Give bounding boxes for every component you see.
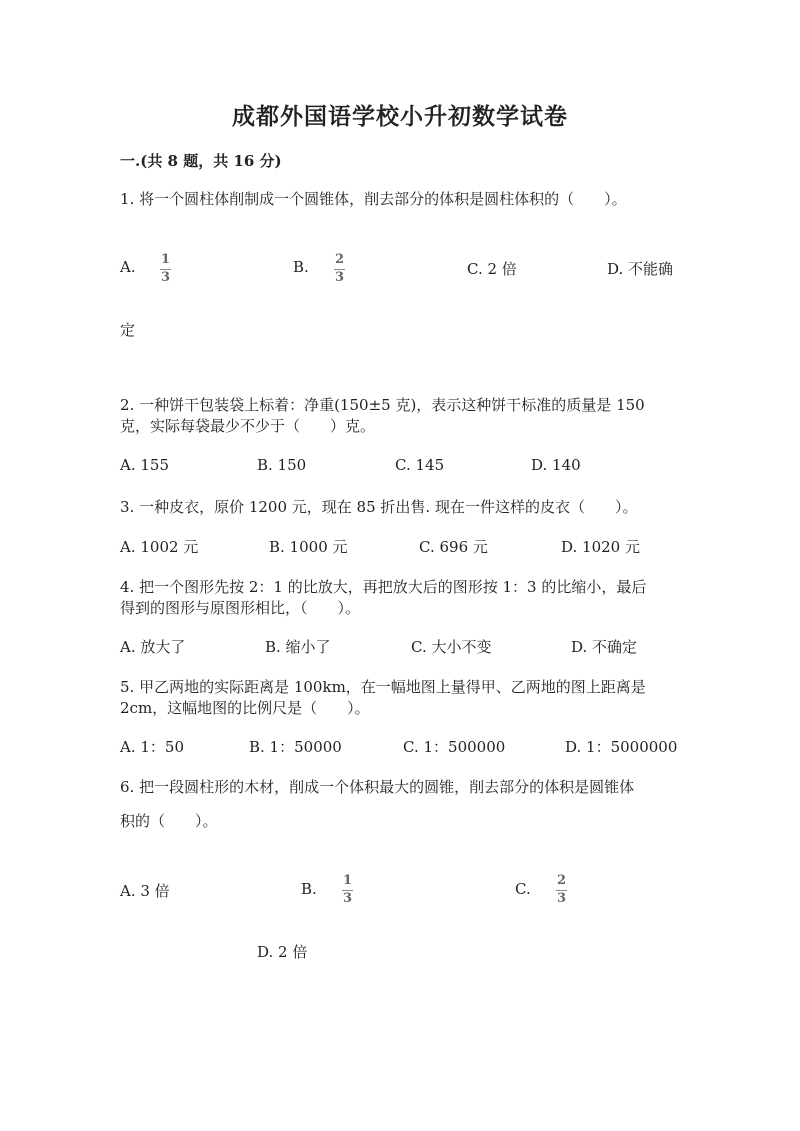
q2-option-c: C. 145 [395,456,445,474]
q4-option-a: A. 放大了 [120,638,186,656]
q1-option-d: D. 不能确 [607,260,674,278]
q6-option-c-fraction [556,874,567,906]
q5-option-c: C. 1：500000 [403,738,506,756]
q1-option-a-fraction [160,253,171,285]
q2-option-b: B. 150 [257,456,307,474]
page-title: 成都外国语学校小升初数学试卷 [232,103,568,130]
q4-option-b: B. 缩小了 [265,638,331,656]
question-4-text-line-2: 得到的图形与原图形相比，（ ）。 [120,599,361,617]
q5-option-b: B. 1：50000 [249,738,342,756]
q4-option-c: C. 大小不变 [411,638,492,656]
fraction-denominator: 3 [556,891,567,906]
q5-option-d: D. 1：5000000 [565,738,678,756]
fraction-denominator: 3 [160,270,171,285]
question-3-text: 3. 一种皮衣，原价 1200 元，现在 85 折出售. 现在一件这样的皮衣（ ）。 [120,498,638,516]
q1-option-b-fraction [334,253,345,285]
q6-option-c-label: C. [515,880,531,898]
fraction-denominator: 3 [334,270,345,285]
q3-option-a: A. 1002 元 [120,538,199,556]
q6-option-d: D. 2 倍 [257,943,308,961]
q3-option-d: D. 1020 元 [561,538,640,556]
fraction-denominator: 3 [342,891,353,906]
question-6-text-line-2: 积的（ ）。 [120,812,218,830]
q1-option-b-label: B. [293,258,309,276]
question-5-text-line-2: 2cm，这幅地图的比例尺是（ ）。 [120,699,370,717]
question-4-text-line-1: 4. 把一个图形先按 2：1 的比放大，再把放大后的图形按 1：3 的比缩小，最后 [120,578,647,596]
fraction-numerator: 2 [556,873,567,888]
fraction-numerator: 1 [160,252,171,267]
question-2-text-line-1: 2. 一种饼干包装袋上标着：净重(150±5 克)，表示这种饼干标准的质量是 150 [120,396,645,414]
q2-option-d: D. 140 [531,456,581,474]
q4-option-d: D. 不确定 [571,638,638,656]
q1-option-a-label: A. [120,258,136,276]
q1-option-d-wrap: 定 [120,321,136,339]
q5-option-a: A. 1：50 [120,738,184,756]
fraction-numerator: 1 [342,873,353,888]
question-1-text: 1. 将一个圆柱体削制成一个圆锥体，削去部分的体积是圆柱体积的（ ）。 [120,190,627,208]
q6-option-b-fraction [342,874,353,906]
section-heading: 一.(共 8 题，共 16 分) [120,152,282,170]
question-5-text-line-1: 5. 甲乙两地的实际距离是 100km，在一幅地图上量得甲、乙两地的图上距离是 [120,678,646,696]
fraction-numerator: 2 [334,252,345,267]
q6-option-a: A. 3 倍 [120,882,170,900]
q6-option-b-label: B. [301,880,317,898]
question-2-text-line-2: 克，实际每袋最少不少于（ ）克。 [120,417,376,435]
q2-option-a: A. 155 [120,456,169,474]
q1-option-c: C. 2 倍 [467,260,517,278]
question-6-text-line-1: 6. 把一段圆柱形的木材，削成一个体积最大的圆锥，削去部分的体积是圆锥体 [120,778,635,796]
q3-option-b: B. 1000 元 [269,538,348,556]
q3-option-c: C. 696 元 [419,538,488,556]
